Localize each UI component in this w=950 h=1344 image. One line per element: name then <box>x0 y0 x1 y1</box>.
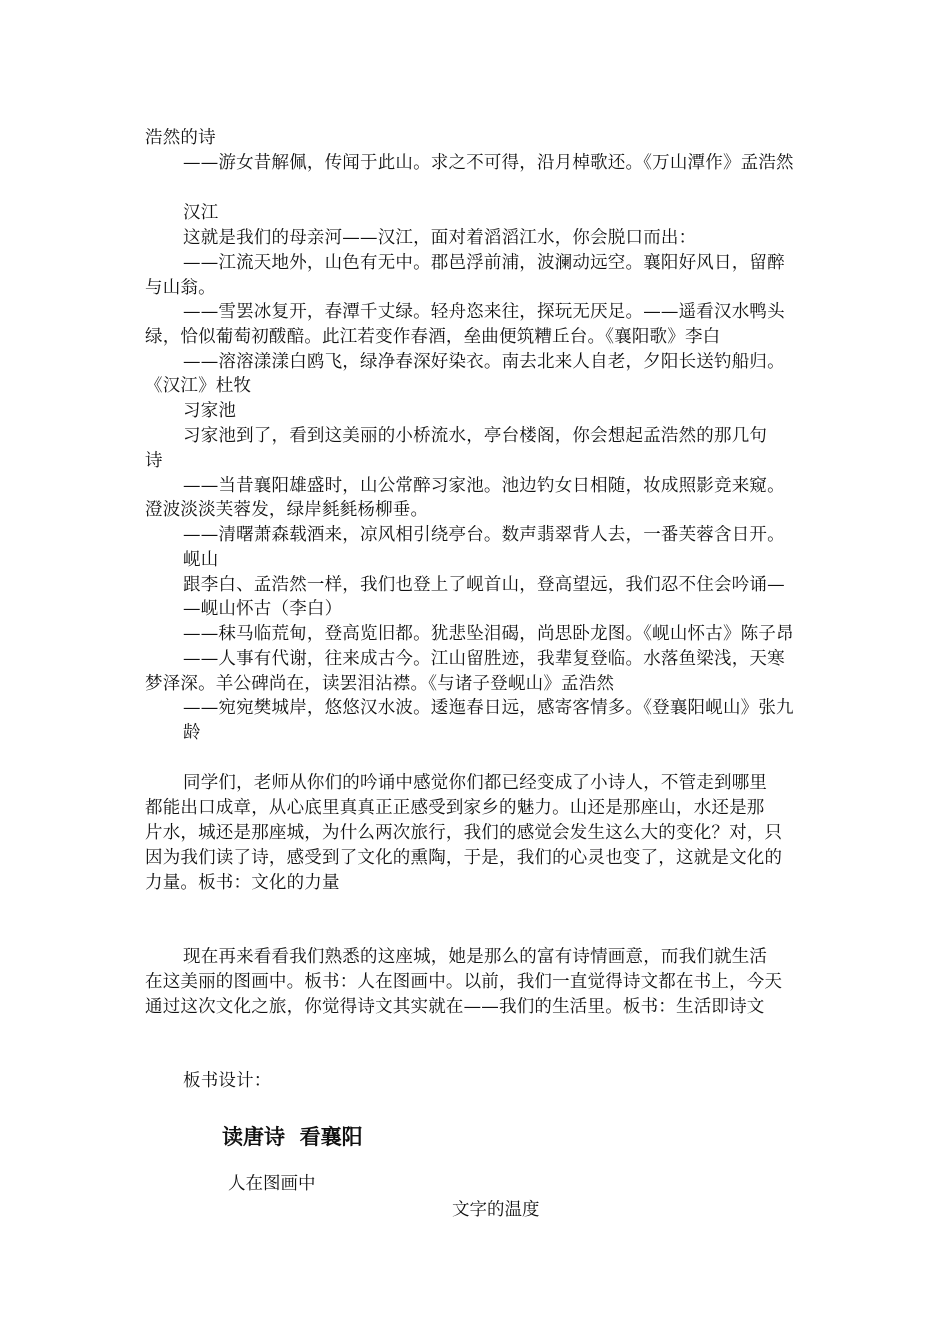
text-line: ——游女昔解佩，传闻于此山。求之不可得，沿月棹歌还。《万山潭作》孟浩然 <box>183 153 794 173</box>
text-line: 这就是我们的母亲河——汉江，面对着滔滔江水，你会脱口而出： <box>183 228 697 248</box>
section-heading: 习家池 <box>183 401 237 421</box>
text-line: ——溶溶漾漾白鸥飞，绿净春深好染衣。南去北来人自老，夕阳长送钓船归。 <box>183 352 785 372</box>
text-line: ——清曙萧森载酒来，凉风相引绕亭台。数声翡翠背人去，一番芙蓉含日开。 <box>183 525 785 545</box>
text-line: ——秣马临荒甸，登高览旧都。犹悲坠泪碣，尚思卧龙图。《岘山怀古》陈子昂 <box>183 624 794 644</box>
text-line: 浩然的诗 <box>145 128 216 148</box>
text-line: —岘山怀古（李白） <box>183 599 343 619</box>
text-line: ——人事有代谢，往来成古今。江山留胜迹，我辈复登临。水落鱼梁浅，天寒 <box>183 649 785 669</box>
text-line: ——江流天地外，山色有无中。郡邑浮前浦，波澜动远空。襄阳好风日，留醉 <box>183 253 785 273</box>
text-line: 跟李白、孟浩然一样，我们也登上了岘首山，登高望远，我们忍不住会吟诵— <box>183 575 785 595</box>
section-heading: 岘山 <box>183 550 219 570</box>
text-line: 同学们，老师从你们的吟诵中感觉你们都已经变成了小诗人，不管走到哪里 <box>183 773 768 793</box>
text-line: 通过这次文化之旅，你觉得诗文其实就在——我们的生活里。板书：生活即诗文 <box>145 997 765 1017</box>
text-line: 与山翁。 <box>145 278 216 298</box>
text-line: 力量。板书：文化的力量 <box>145 873 340 893</box>
section-heading: 板书设计： <box>183 1071 272 1091</box>
section-heading: 汉江 <box>183 203 219 223</box>
text-line: 因为我们读了诗，感受到了文化的熏陶，于是，我们的心灵也变了，这就是文化的 <box>145 848 783 868</box>
text-line: ——雪罢冰复开，春潭千丈绿。轻舟恣来往，探玩无厌足。——遥看汉水鸭头 <box>183 302 785 322</box>
text-line: 澄波淡淡芙蓉发，绿岸毵毵杨柳垂。 <box>145 500 429 520</box>
text-line: 诗 <box>145 451 163 471</box>
text-line: 都能出口成章，从心底里真真正正感受到家乡的魅力。山还是那座山，水还是那 <box>145 798 765 818</box>
text-line: 片水，城还是那座城，为什么两次旅行，我们的感觉会发生这么大的变化？对，只 <box>145 823 783 843</box>
text-line: ——当昔襄阳雄盛时，山公常醉习家池。池边钓女日相随，妆成照影竞来窥。 <box>183 476 785 496</box>
text-line: 绿，恰似葡萄初酦醅。此江若变作春酒，垒曲便筑糟丘台。《襄阳歌》李白 <box>145 327 721 347</box>
text-line: 现在再来看看我们熟悉的这座城，她是那么的富有诗情画意，而我们就生活 <box>183 947 768 967</box>
board-item: 文字的温度 <box>452 1200 540 1220</box>
board-title: 读唐诗 看襄阳 <box>222 1124 363 1149</box>
text-line: ——宛宛樊城岸，悠悠汉水波。逶迤春日远，感寄客情多。《登襄阳岘山》张九 <box>183 698 794 718</box>
text-line: 《汉江》杜牧 <box>145 376 252 396</box>
text-line: 习家池到了，看到这美丽的小桥流水，亭台楼阁，你会想起孟浩然的那几句 <box>183 426 768 446</box>
text-line: 梦泽深。羊公碑尚在，读罢泪沾襟。《与诸子登岘山》孟浩然 <box>145 674 615 694</box>
board-item: 人在图画中 <box>228 1174 316 1194</box>
text-line: 在这美丽的图画中。板书：人在图画中。以前，我们一直觉得诗文都在书上，今天 <box>145 972 783 992</box>
text-line: 龄 <box>183 723 201 743</box>
